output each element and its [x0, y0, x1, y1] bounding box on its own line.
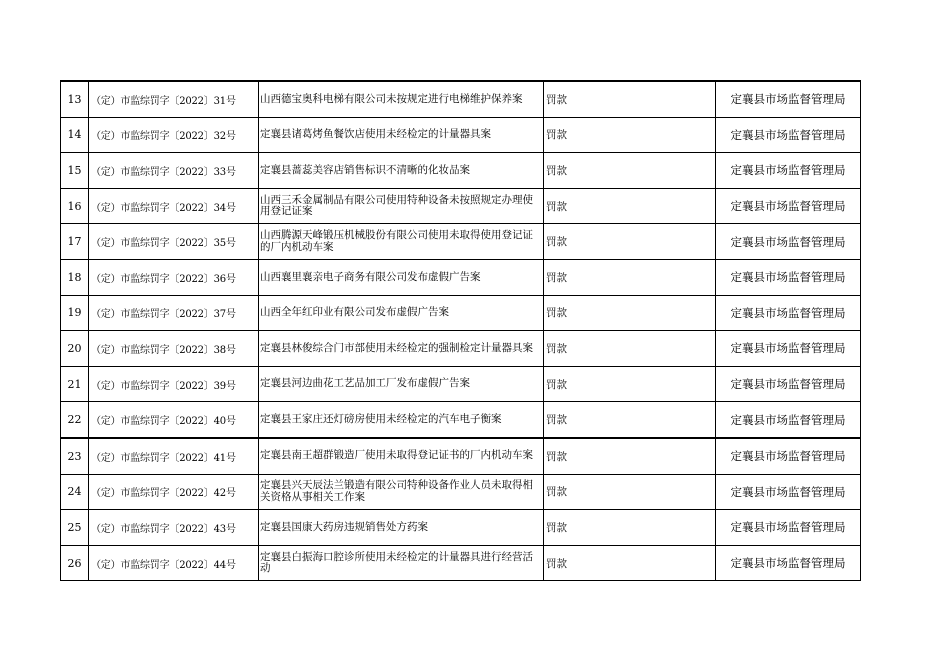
authority-name: 定襄县市场监督管理局 — [716, 438, 861, 474]
document-number: （定）市监综罚字〔2022〕31号 — [89, 81, 259, 117]
authority-name: 定襄县市场监督管理局 — [716, 259, 861, 295]
document-number: （定）市监综罚字〔2022〕33号 — [89, 153, 259, 189]
row-number: 19 — [61, 295, 89, 331]
case-name: 定襄县林俊综合门市部使用未经检定的强制检定计量器具案 — [259, 331, 544, 367]
table-row — [61, 474, 861, 510]
penalty-type: 罚款 — [544, 81, 716, 117]
authority-name: 定襄县市场监督管理局 — [716, 81, 861, 117]
penalty-type: 罚款 — [544, 402, 716, 438]
penalty-type: 罚款 — [544, 438, 716, 474]
table-row — [61, 510, 861, 546]
row-number: 14 — [61, 117, 89, 153]
table-row — [61, 366, 861, 402]
row-number: 18 — [61, 259, 89, 295]
document-number: （定）市监综罚字〔2022〕40号 — [89, 402, 259, 438]
penalty-type: 罚款 — [544, 545, 716, 581]
table-row — [61, 438, 861, 474]
document-number: （定）市监综罚字〔2022〕44号 — [89, 545, 259, 581]
authority-name: 定襄县市场监督管理局 — [716, 295, 861, 331]
penalty-table — [60, 80, 861, 581]
authority-name: 定襄县市场监督管理局 — [716, 474, 861, 510]
document-number: （定）市监综罚字〔2022〕36号 — [89, 259, 259, 295]
row-number: 23 — [61, 438, 89, 474]
authority-name: 定襄县市场监督管理局 — [716, 402, 861, 438]
document-number: （定）市监综罚字〔2022〕42号 — [89, 474, 259, 510]
table-row — [61, 153, 861, 189]
table-row — [61, 117, 861, 153]
row-number: 17 — [61, 224, 89, 260]
authority-name: 定襄县市场监督管理局 — [716, 117, 861, 153]
penalty-type: 罚款 — [544, 153, 716, 189]
row-number: 20 — [61, 331, 89, 367]
case-name: 定襄县兴天辰法兰锻造有限公司特种设备作业人员未取得相关资格从事相关工作案 — [259, 474, 544, 510]
penalty-type: 罚款 — [544, 510, 716, 546]
penalty-type: 罚款 — [544, 224, 716, 260]
table-row — [61, 259, 861, 295]
penalty-type: 罚款 — [544, 117, 716, 153]
table-row — [61, 545, 861, 581]
row-number: 25 — [61, 510, 89, 546]
table-row — [61, 188, 861, 224]
penalty-type: 罚款 — [544, 188, 716, 224]
case-name: 定襄县白振海口腔诊所使用未经检定的计量器具进行经营活动 — [259, 545, 544, 581]
row-number: 13 — [61, 81, 89, 117]
document-number: （定）市监综罚字〔2022〕38号 — [89, 331, 259, 367]
authority-name: 定襄县市场监督管理局 — [716, 331, 861, 367]
document-number: （定）市监综罚字〔2022〕34号 — [89, 188, 259, 224]
document-number: （定）市监综罚字〔2022〕41号 — [89, 438, 259, 474]
row-number: 16 — [61, 188, 89, 224]
authority-name: 定襄县市场监督管理局 — [716, 224, 861, 260]
table-row — [61, 295, 861, 331]
row-number: 24 — [61, 474, 89, 510]
authority-name: 定襄县市场监督管理局 — [716, 510, 861, 546]
case-name: 定襄县诸葛烤鱼餐饮店使用未经检定的计量器具案 — [259, 117, 544, 153]
case-name: 山西三禾金属制品有限公司使用特种设备未按照规定办理使用登记证案 — [259, 188, 544, 224]
row-number: 22 — [61, 402, 89, 438]
case-name: 山西腾源天峰锻压机械股份有限公司使用未取得使用登记证的厂内机动车案 — [259, 224, 544, 260]
document-number: （定）市监综罚字〔2022〕37号 — [89, 295, 259, 331]
authority-name: 定襄县市场监督管理局 — [716, 153, 861, 189]
case-name: 定襄县蔷蕊美容店销售标识不清晰的化妆品案 — [259, 153, 544, 189]
case-name: 定襄县国康大药房违规销售处方药案 — [259, 510, 544, 546]
authority-name: 定襄县市场监督管理局 — [716, 188, 861, 224]
row-number: 21 — [61, 366, 89, 402]
table-row — [61, 81, 861, 117]
table-row — [61, 402, 861, 438]
case-name: 山西襄里襄亲电子商务有限公司发布虚假广告案 — [259, 259, 544, 295]
case-name: 定襄县河边曲花工艺品加工厂发布虚假广告案 — [259, 366, 544, 402]
case-name: 山西全年红印业有限公司发布虚假广告案 — [259, 295, 544, 331]
case-name: 定襄县南王超群锻造厂使用未取得登记证书的厂内机动车案 — [259, 438, 544, 474]
row-number: 15 — [61, 153, 89, 189]
penalty-type: 罚款 — [544, 331, 716, 367]
penalty-type: 罚款 — [544, 474, 716, 510]
row-number: 26 — [61, 545, 89, 581]
document-number: （定）市监综罚字〔2022〕32号 — [89, 117, 259, 153]
penalty-type: 罚款 — [544, 366, 716, 402]
document-number: （定）市监综罚字〔2022〕35号 — [89, 224, 259, 260]
authority-name: 定襄县市场监督管理局 — [716, 366, 861, 402]
case-name: 定襄县王家庄还灯磅房使用未经检定的汽车电子衡案 — [259, 402, 544, 438]
penalty-type: 罚款 — [544, 295, 716, 331]
case-name: 山西德宝奥科电梯有限公司未按规定进行电梯维护保养案 — [259, 81, 544, 117]
document-number: （定）市监综罚字〔2022〕39号 — [89, 366, 259, 402]
table-row — [61, 224, 861, 260]
authority-name: 定襄县市场监督管理局 — [716, 545, 861, 581]
table-row — [61, 331, 861, 367]
document-number: （定）市监综罚字〔2022〕43号 — [89, 510, 259, 546]
penalty-type: 罚款 — [544, 259, 716, 295]
